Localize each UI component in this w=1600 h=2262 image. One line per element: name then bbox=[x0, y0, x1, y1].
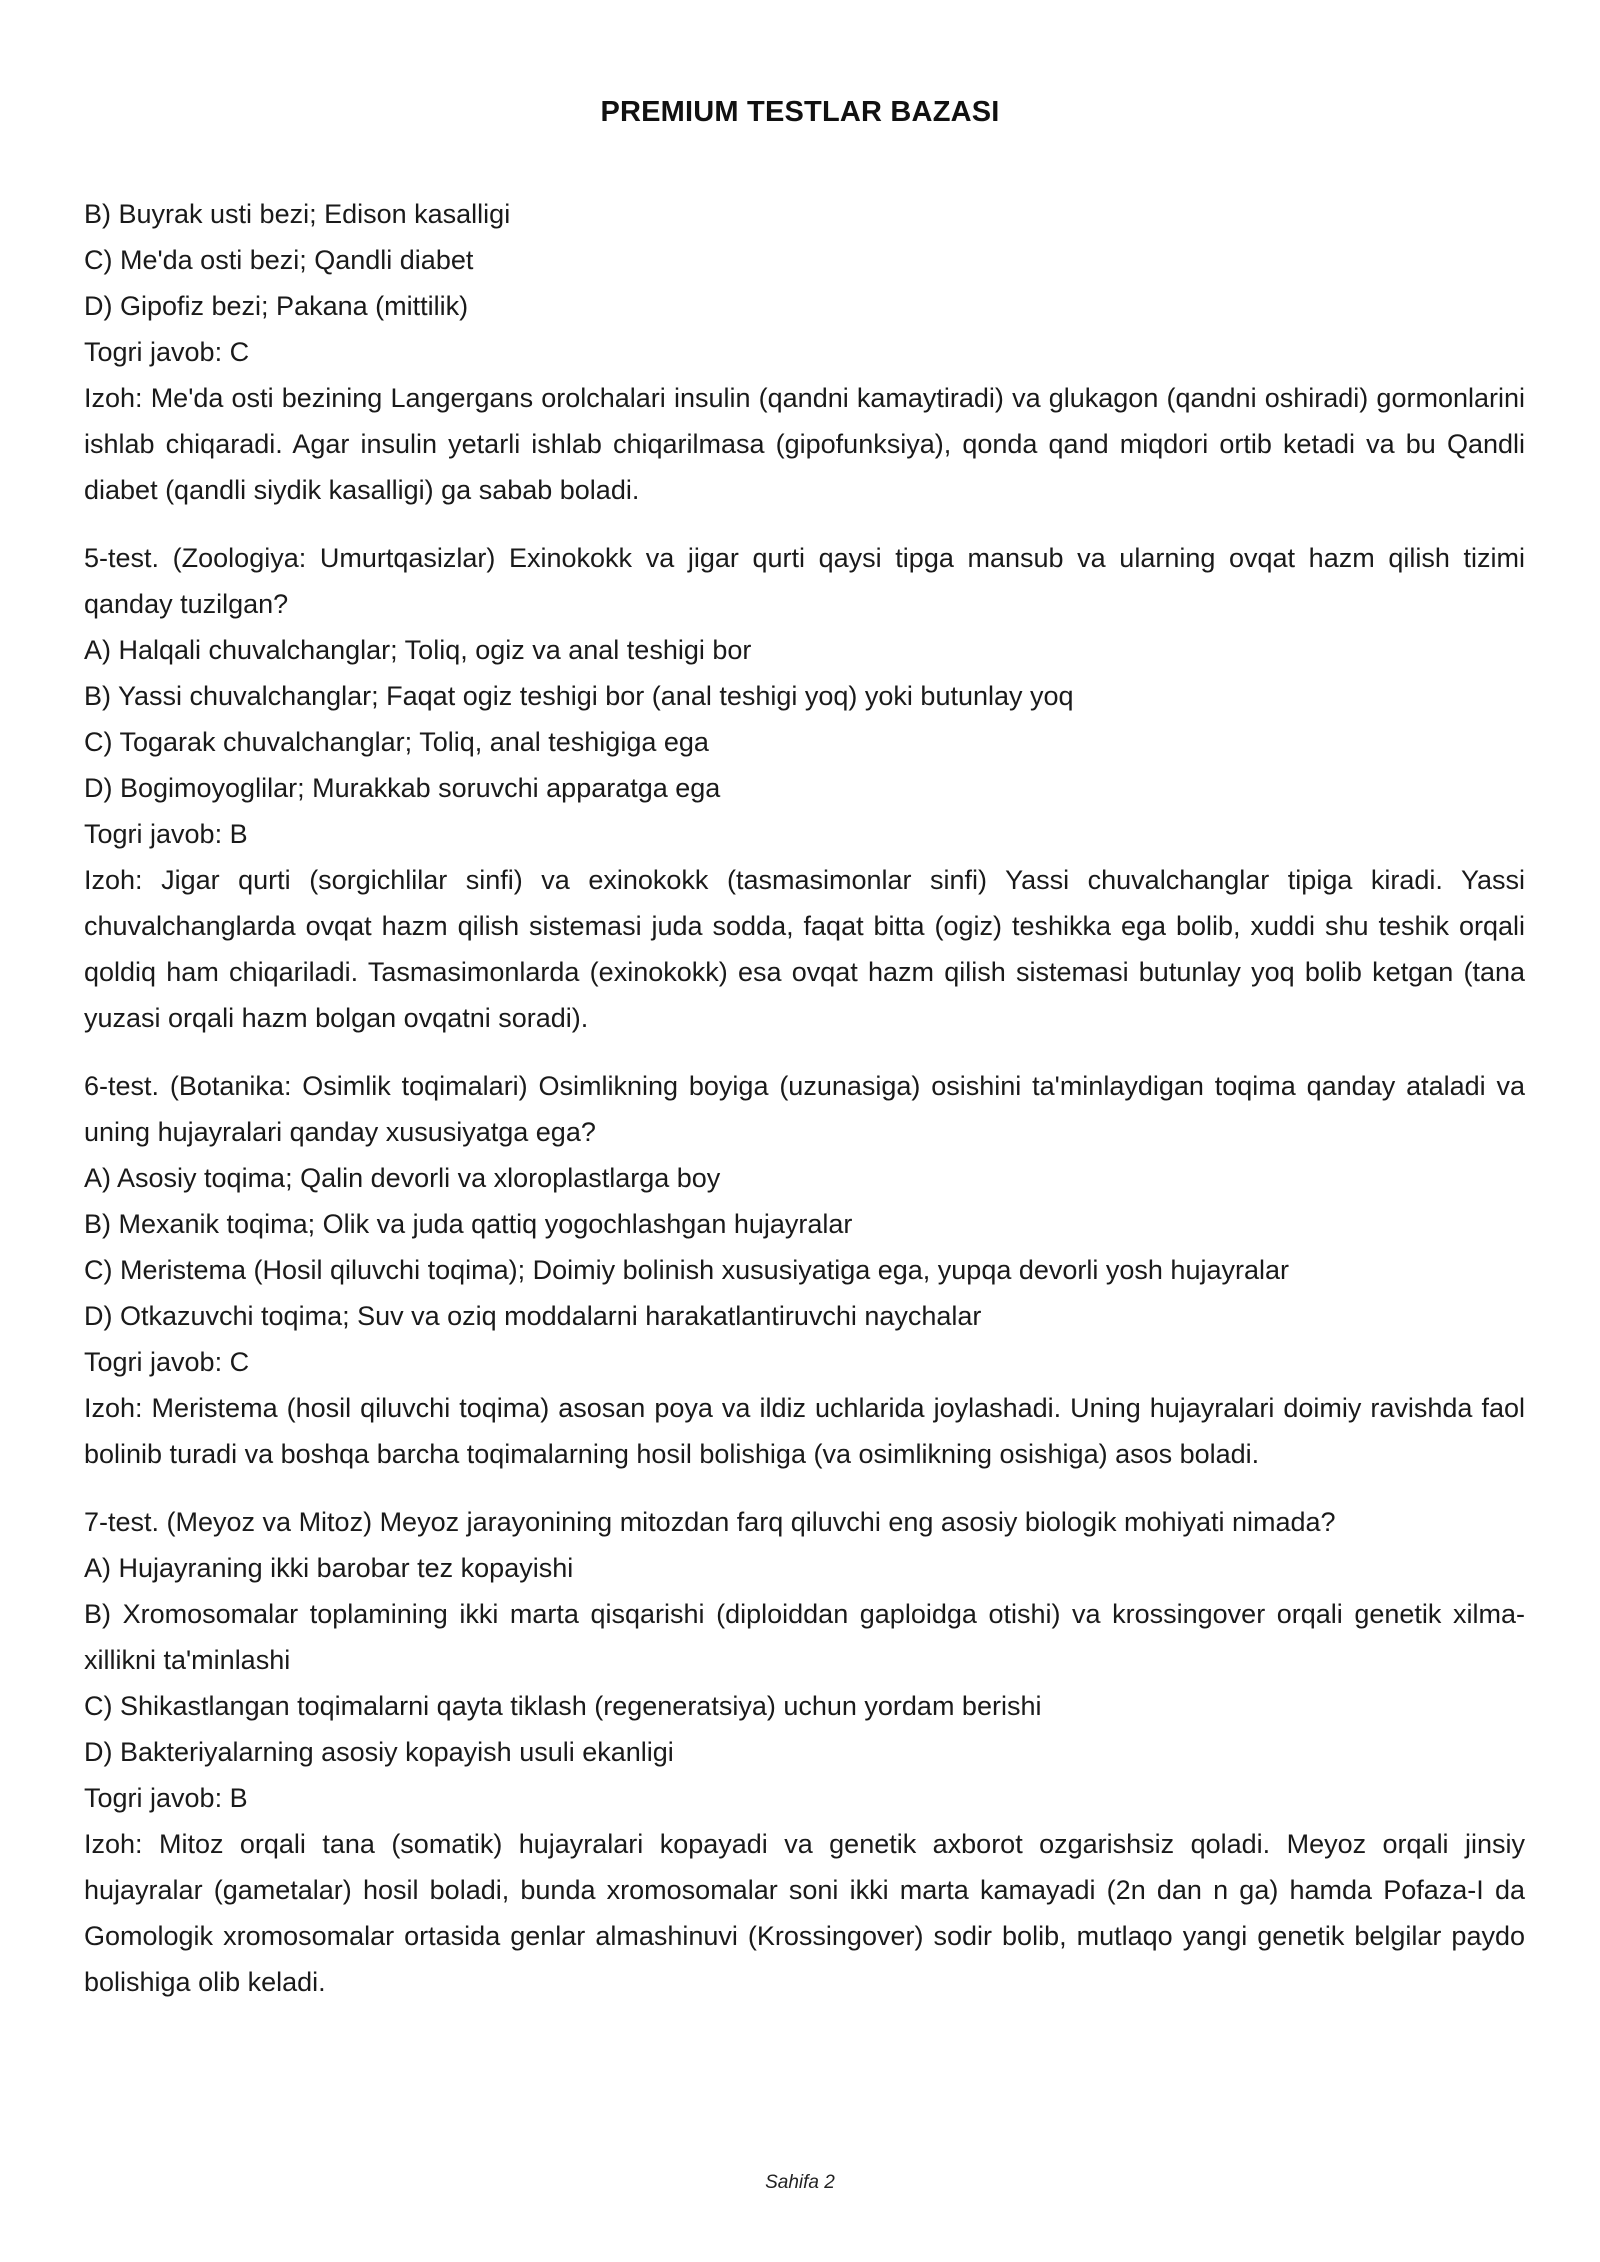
question-block-5 bbox=[84, 535, 1525, 1041]
answer-option: B) Buyrak usti bezi; Edison kasalligi bbox=[84, 199, 511, 229]
correct-answer: Togri javob: C bbox=[84, 337, 250, 367]
answer-option: B) Xromosomalar toplamining ikki marta qisqarishi (diploiddan gaploidga otishi) va krossingover orqali genetik xilma-xillikni ta'minlashi bbox=[84, 1599, 1525, 1675]
answer-option: A) Asosiy toqima; Qalin devorli va xloroplastlarga boy bbox=[84, 1163, 721, 1193]
answer-option: A) Hujayraning ikki barobar tez kopayishi bbox=[84, 1553, 574, 1583]
explanation: Izoh: Me'da osti bezining Langergans orolchalari insulin (qandni kamaytiradi) va glukagon (qandni oshiradi) gormonlarini ishlab chiqaradi. Agar insulin yetarli ishlab chiqarilmasa (gipofunksiya), qonda qand miqdori ortib ketadi va bu Qandli diabet (qandli siydik kasalligi) ga sabab boladi. bbox=[84, 383, 1525, 505]
question-block-7 bbox=[84, 1499, 1525, 2005]
answer-option: D) Bakteriyalarning asosiy kopayish usuli ekanligi bbox=[84, 1737, 674, 1767]
answer-option: B) Yassi chuvalchanglar; Faqat ogiz teshigi bor (anal teshigi yoq) yoki butunlay yoq bbox=[84, 681, 1074, 711]
document-body bbox=[84, 191, 1525, 2005]
explanation: Izoh: Meristema (hosil qiluvchi toqima) asosan poya va ildiz uchlarida joylashadi. Uning hujayralari doimiy ravishda faol bolinib turadi va boshqa barcha toqimalarning hosil bolishiga (va osimlikning osishiga) asos boladi. bbox=[84, 1393, 1525, 1469]
correct-answer: Togri javob: B bbox=[84, 1783, 248, 1813]
page-title: PREMIUM TESTLAR BAZASI bbox=[600, 96, 1000, 128]
question-text: 7-test. (Meyoz va Mitoz) Meyoz jarayonining mitozdan farq qiluvchi eng asosiy biologik mohiyati nimada? bbox=[84, 1507, 1336, 1537]
question-text: 6-test. (Botanika: Osimlik toqimalari) Osimlikning boyiga (uzunasiga) osishini ta'minlaydigan toqima qanday ataladi va uning hujayralari qanday xususiyatga ega? bbox=[84, 1071, 1525, 1147]
answer-option: C) Meristema (Hosil qiluvchi toqima); Doimiy bolinish xususiyatiga ega, yupqa devorli yosh hujayralar bbox=[84, 1255, 1289, 1285]
answer-option: C) Togarak chuvalchanglar; Toliq, anal teshigiga ega bbox=[84, 727, 709, 757]
explanation: Izoh: Mitoz orqali tana (somatik) hujayralari kopayadi va genetik axborot ozgarishsiz qoladi. Meyoz orqali jinsiy hujayralar (gametalar) hosil boladi, bunda xromosomalar soni ikki marta kamayadi (2n dan n ga) hamda Pofaza-I da Gomologik xromosomalar ortasida genlar almashinuvi (Krossingover) sodir bolib, mutlaqo yangi genetik belgilar paydo bolishiga olib keladi. bbox=[84, 1829, 1525, 1997]
correct-answer: Togri javob: B bbox=[84, 819, 248, 849]
answer-option: D) Otkazuvchi toqima; Suv va oziq moddalarni harakatlantiruvchi naychalar bbox=[84, 1301, 982, 1331]
answer-option: A) Halqali chuvalchanglar; Toliq, ogiz va anal teshigi bor bbox=[84, 635, 752, 665]
explanation: Izoh: Jigar qurti (sorgichlilar sinfi) va exinokokk (tasmasimonlar sinfi) Yassi chuvalchanglar tipiga kiradi. Yassi chuvalchanglarda ovqat hazm qilish sistemasi juda sodda, faqat bitta (ogiz) teshikka ega bolib, xuddi shu teshik orqali qoldiq ham chiqariladi. Tasmasimonlarda (exinokokk) esa ovqat hazm qilish sistemasi butunlay yoq bolib ketgan (tana yuzasi orqali hazm bolgan ovqatni soradi). bbox=[84, 865, 1525, 1033]
answer-option: D) Bogimoyoglilar; Murakkab soruvchi apparatga ega bbox=[84, 773, 721, 803]
question-text: 5-test. (Zoologiya: Umurtqasizlar) Exinokokk va jigar qurti qaysi tipga mansub va ularning ovqat hazm qilish tizimi qanday tuzilgan? bbox=[84, 543, 1525, 619]
answer-option: D) Gipofiz bezi; Pakana (mittilik) bbox=[84, 291, 469, 321]
question-block-continuation bbox=[84, 191, 1525, 513]
page-number: Sahifa 2 bbox=[765, 2172, 835, 2193]
question-block-6 bbox=[84, 1063, 1525, 1477]
answer-option: B) Mexanik toqima; Olik va juda qattiq yogochlashgan hujayralar bbox=[84, 1209, 853, 1239]
answer-option: C) Me'da osti bezi; Qandli diabet bbox=[84, 245, 474, 275]
answer-option: C) Shikastlangan toqimalarni qayta tiklash (regeneratsiya) uchun yordam berishi bbox=[84, 1691, 1042, 1721]
correct-answer: Togri javob: C bbox=[84, 1347, 250, 1377]
